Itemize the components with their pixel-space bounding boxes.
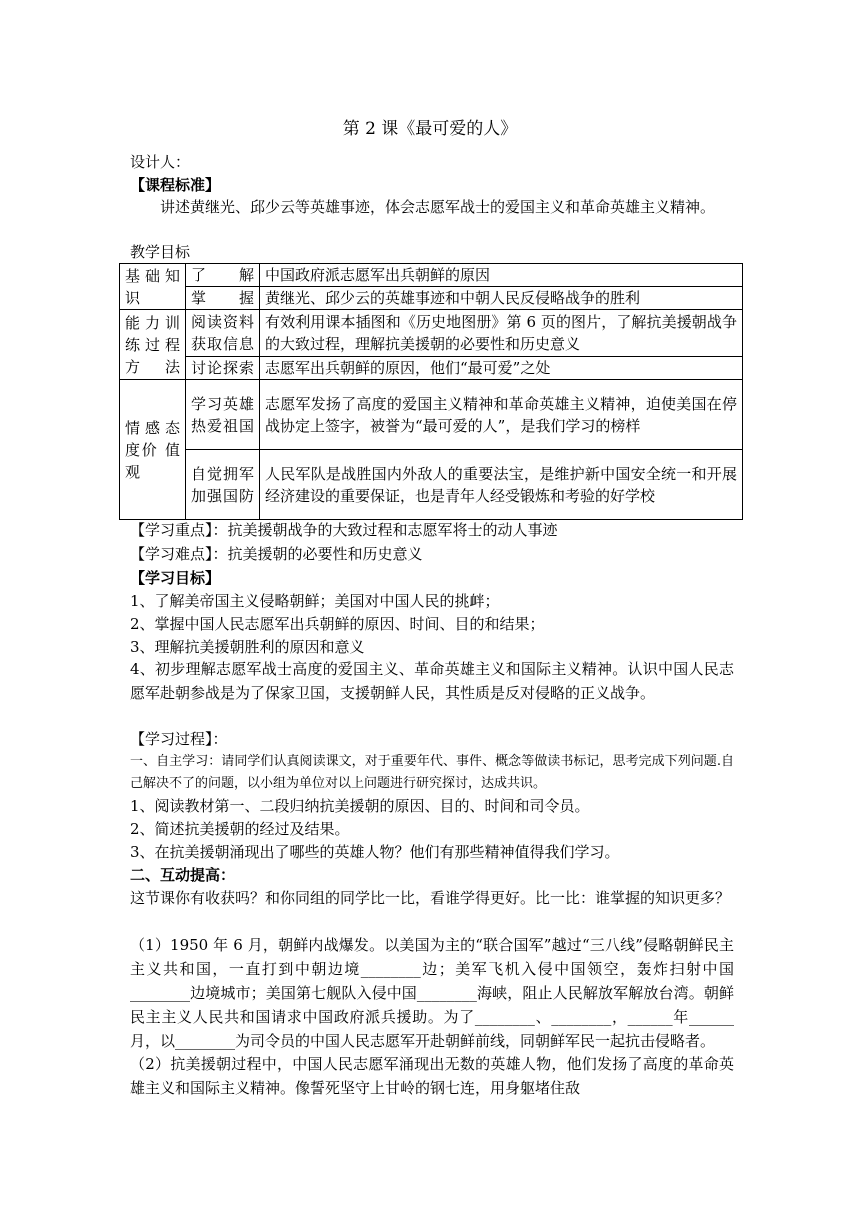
sub-learn-heroes: 学习英雄热爱祖国 — [186, 380, 260, 450]
table-row — [120, 310, 743, 357]
goal-item: 2、掌握中国人民志愿军出兵朝鲜的原因、时间、目的和结果； — [130, 615, 545, 633]
goals-heading: 【学习目标】 — [130, 569, 221, 587]
question-item: 2、简述抗美援朝的经过及结果。 — [130, 820, 350, 838]
table-row — [120, 357, 743, 380]
sub-discussion: 讨论探索 — [186, 357, 260, 380]
interactive-intro: 这节课你有收获吗？和你同组的同学比一比，看谁学得更好。比一比：谁掌握的知识更多？ — [130, 889, 731, 907]
cell-text: 人民军队是战胜国内外敌人的重要法宝，是维护新中国安全统一和开展经济建设的重要保证，也是青年人经受锻炼和考验的好学校 — [260, 450, 743, 520]
cell-text: 有效利用课本插图和《历史地图册》第 6 页的图片，了解抗美援朝战争的大致过程，理解抗美援朝的必要性和历史意义 — [260, 310, 743, 357]
lesson-title: 第 2 课《最可爱的人》 — [342, 119, 518, 139]
table-row — [120, 380, 743, 450]
objectives-table — [119, 263, 743, 520]
sub-support-army: 自觉拥军加强国防 — [186, 450, 260, 520]
fill-in-question-1: （1）1950 年 6 月，朝鲜内战爆发。以美国为主的“联合国军”越过“三八线”侵略朝鲜民主主义共和国，一直打到中朝边境________边；美军飞机入侵中国领空，轰炸扫射中国________边境城市；美国第七舰队入侵中国________海峡，阻止人民解放军解放台湾。朝鲜民主主义人民共和国请求中国政府派兵援助。为了________、________，______年______月，以________为司令员的中国人民志愿军开赴朝鲜前线，同朝鲜军民一起抗击侵略者。 — [130, 936, 734, 1050]
table-row — [120, 450, 743, 520]
difficulty: 【学习难点】：抗美援朝的必要性和历史意义 — [130, 545, 423, 563]
sub-understand: 了 解 — [186, 264, 260, 287]
category-ability: 能力训练过程方法 — [120, 310, 186, 380]
sub-master: 掌 握 — [186, 287, 260, 310]
category-emotion: 情感态度价 值观 — [120, 380, 186, 520]
goal-item: 3、理解抗美援朝胜利的原因和意义 — [130, 638, 365, 656]
table-row — [120, 287, 743, 310]
cell-text: 中国政府派志愿军出兵朝鲜的原因 — [260, 264, 743, 287]
sub-reading: 阅读资料获取信息 — [186, 310, 260, 357]
question-item: 1、阅读教材第一、二段归纳抗美援朝的原因、目的、时间和司令员。 — [130, 797, 590, 815]
standard-heading: 【课程标准】 — [130, 176, 221, 194]
interactive-heading: 二、互动提高： — [130, 866, 236, 884]
question-item: 3、在抗美援朝涌现出了哪些的英雄人物？他们有那些精神值得我们学习。 — [130, 843, 620, 861]
cell-text: 志愿军发扬了高度的爱国主义精神和革命英雄主义精神，迫使美国在停战协定上签字，被誉为“最可爱的人”，是我们学习的榜样 — [260, 380, 743, 450]
designer-line: 设计人： — [130, 153, 191, 171]
key-point: 【学习重点】：抗美援朝战争的大致过程和志愿军将士的动人事迹 — [130, 521, 558, 539]
goal-item: 1、了解美帝国主义侵略朝鲜；美国对中国人民的挑衅； — [130, 592, 500, 610]
goal-item: 4、初步理解志愿军战士高度的爱国主义、革命英雄主义和国际主义精神。认识中国人民志愿军赴朝参战是为了保家卫国，支援朝鲜人民，其性质是反对侵略的正义战争。 — [130, 660, 734, 702]
standard-text: 讲述黄继光、邱少云等英雄事迹，体会志愿军战士的爱国主义和革命英雄主义精神。 — [160, 198, 716, 216]
cell-text: 志愿军出兵朝鲜的原因，他们“最可爱”之处 — [260, 357, 743, 380]
self-study-intro: 一、自主学习：请同学们认真阅读课文，对于重要年代、事件、概念等做读书标记，思考完成下列问题.自己解决不了的问题，以小组为单位对以上问题进行研究探讨，达成共识。 — [130, 754, 734, 791]
table-row — [120, 264, 743, 287]
objectives-label: 教学目标 — [130, 243, 191, 261]
category-basic-knowledge: 基础知识 — [120, 264, 186, 310]
cell-text: 黄继光、邱少云的英雄事迹和中朝人民反侵略战争的胜利 — [260, 287, 743, 310]
fill-in-question-2: （2）抗美援朝过程中，中国人民志愿军涌现出无数的英雄人物，他们发扬了高度的革命英雄主义和国际主义精神。像誓死坚守上甘岭的钢七连，用身躯堵住敌 — [130, 1055, 734, 1097]
process-heading: 【学习过程】： — [130, 730, 228, 748]
